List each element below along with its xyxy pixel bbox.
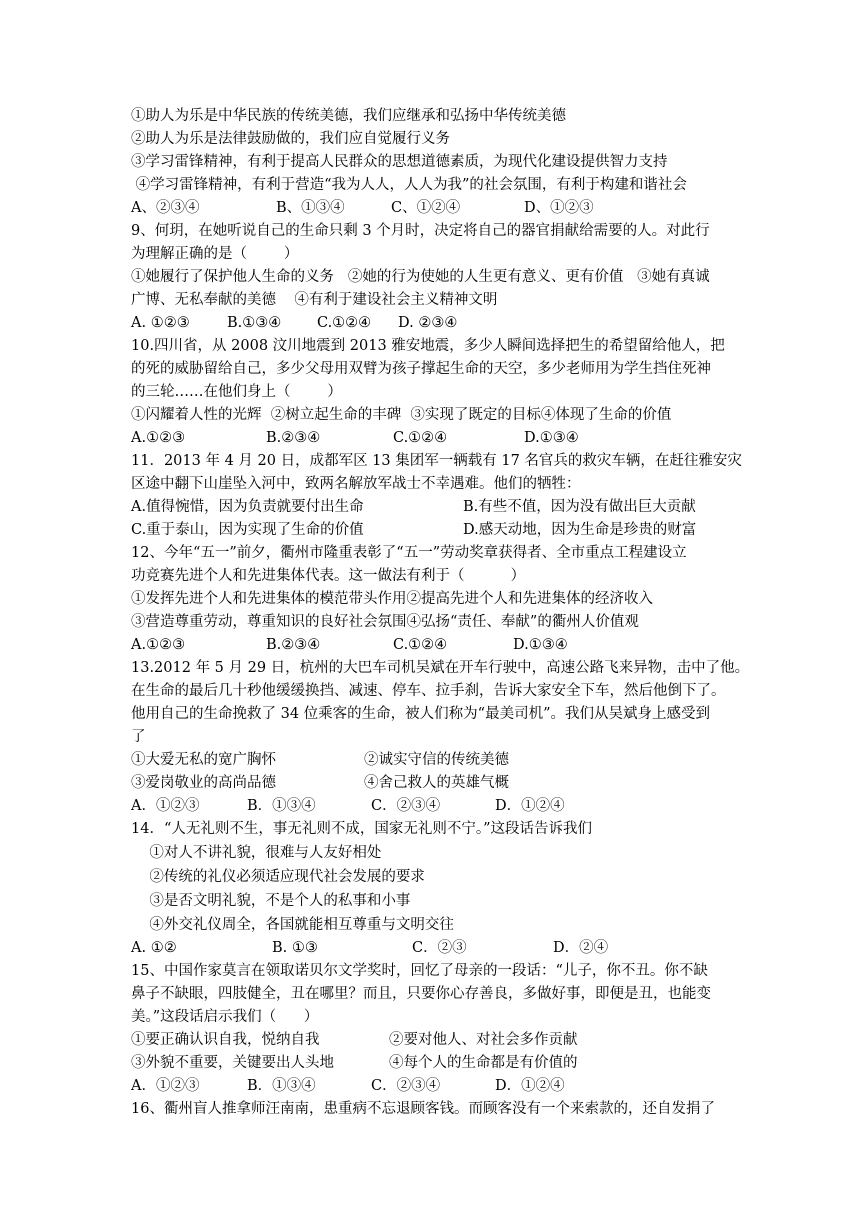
option-c: C．②③④ <box>371 798 441 814</box>
question-15-text: 美。”这段话启示我们（ ） <box>131 1009 319 1025</box>
option-a: A、②③④ <box>131 200 200 216</box>
question-14-text: 14．“人无礼则不生，事无礼则不成，国家无礼则不宁。”这段话告诉我们 <box>131 821 593 837</box>
option-c: C．②③④ <box>371 1078 441 1094</box>
option-d: D.①③④ <box>524 430 579 446</box>
option-b: B.②③④ <box>266 637 321 653</box>
statement-item: ②要对他人、对社会多作贡献 <box>389 1032 578 1048</box>
option-b: B.①③④ <box>227 315 282 331</box>
statement-line: ④外交礼仪周全，各国就能相互尊重与文明交往 <box>131 917 454 933</box>
option-a: A.值得惋惜，因为负责就要付出生命 <box>131 499 364 515</box>
statement-4: ④学习雷锋精神，有利于营造“我为人人，人人为我”的社会氛围，有利于构建和谐社会 <box>131 177 687 193</box>
statement-item: ①大爱无私的宽广胸怀 <box>131 752 276 768</box>
option-b: B.有些不值，因为没有做出巨大贡献 <box>463 499 696 515</box>
statement-1: ①助人为乐是中华民族的传统美德，我们应继承和弘扬中华传统美德 <box>131 108 566 124</box>
option-c: C.①②④ <box>393 430 448 446</box>
option-c: C、①②④ <box>391 200 461 216</box>
question-10-text: 10.四川省，从 2008 汶川地震到 2013 雅安地震，多少人瞬间选择把生的希望留给他人，把 <box>131 338 725 354</box>
option-a: A.①②③ <box>131 637 186 653</box>
statement-item: ①要正确认识自我，悦纳自我 <box>131 1032 320 1048</box>
question-10-text: 的三轮……在他们身上（ ） <box>131 384 342 400</box>
option-c: C.①②④ <box>317 315 372 331</box>
question-15-text: 鼻子不缺眼，四肢健全，丑在哪里？而且，只要你心存善良，多做好事，即便是丑，也能变 <box>131 986 711 1002</box>
option-d: D．①②④ <box>495 1078 565 1094</box>
statement-line: ③是否文明礼貌，不是个人的私事和小事 <box>131 893 411 909</box>
question-12-text: 功竞赛先进个人和先进集体代表。这一做法有利于（ ） <box>131 568 526 584</box>
statement-item: ④舍己救人的英雄气概 <box>364 775 509 791</box>
statement-line: ①闪耀着人性的光辉 ②树立起生命的丰碑 ③实现了既定的目标④体现了生命的价值 <box>131 407 672 423</box>
statement-line: ①发挥先进个人和先进集体的模范带头作用②提高先进个人和先进集体的经济收入 <box>131 591 653 607</box>
question-13-text: 了 <box>131 729 146 745</box>
option-b: B．①③④ <box>247 1078 316 1094</box>
option-d: D.①③④ <box>513 637 568 653</box>
option-c: C.①②④ <box>393 637 448 653</box>
option-c: C.重于泰山，因为实现了生命的价值 <box>131 522 364 538</box>
question-13-text: 在生命的最后几十秒他缓缓换挡、减速、停车、拉手刹，告诉大家安全下车，然后他倒下了。 <box>131 683 726 699</box>
option-d: D、①②③ <box>524 200 594 216</box>
option-a: A. ①②③ <box>131 315 190 331</box>
option-a: A．①②③ <box>131 798 200 814</box>
statement-item: ③外貌不重要，关键要出人头地 <box>131 1055 334 1071</box>
question-15-text: 15、中国作家莫言在领取诺贝尔文学奖时，回忆了母亲的一段话：“儿子，你不丑。你不缺 <box>131 963 708 979</box>
option-a: A．①②③ <box>131 1078 200 1094</box>
option-b: B、①③④ <box>276 200 345 216</box>
question-9-text: 为理解正确的是（ ） <box>131 246 299 262</box>
option-b: B.②③④ <box>266 430 321 446</box>
statement-line: ②传统的礼仪必须适应现代社会发展的要求 <box>131 869 425 885</box>
statement-item: ③爱岗敬业的高尚品德 <box>131 775 276 791</box>
question-9-text: 9、何玥，在她听说自己的生命只剩 3 个月时，决定将自己的器官捐献给需要的人。对此行 <box>131 223 710 239</box>
statement-item: ④每个人的生命都是有价值的 <box>389 1055 578 1071</box>
option-a: A. ①② <box>131 940 177 956</box>
option-c: C．②③ <box>412 940 467 956</box>
statement-line: ①对人不讲礼貌，很难与人友好相处 <box>131 845 382 861</box>
question-13-text: 他用自己的生命挽救了 34 位乘客的生命，被人们称为“最美司机”。我们从吴斌身上感受到 <box>131 706 710 722</box>
statement-line: ③营造尊重劳动，尊重知识的良好社会氛围④弘扬“责任、奉献”的衢州人价值观 <box>131 614 639 630</box>
statement-item: ②诚实守信的传统美德 <box>364 752 509 768</box>
question-12-text: 12、今年“五一”前夕，衢州市隆重表彰了“五一”劳动奖章获得者、全市重点工程建设立 <box>131 545 687 561</box>
question-13-text: 13.2012 年 5 月 29 日，杭州的大巴车司机吴斌在开车行驶中，高速公路飞来异物，击中了他。 <box>131 660 750 676</box>
question-10-text: 的死的威胁留给自己，多少父母用双臂为孩子撑起生命的天空，多少老师用为学生挡住死神 <box>131 361 711 377</box>
question-11-text: 区途中翻下山崖坠入河中，致两名解放军战士不幸遇难。他们的牺牲： <box>131 476 581 492</box>
statement-line: ①她履行了保护他人生命的义务 ②她的行为使她的人生更有意义、更有价值 ③她有真诚 <box>131 269 710 285</box>
question-16-text: 16、衢州盲人推拿师汪南南，患重病不忘退顾客钱。而顾客没有一个来索款的，还自发捐了 <box>131 1101 715 1117</box>
option-d: D. ②③④ <box>398 315 458 331</box>
option-d: D.感天动地，因为生命是珍贵的财富 <box>463 522 697 538</box>
question-11-text: 11．2013 年 4 月 20 日，成都军区 13 集团军一辆载有 17 名官兵的救灾车辆，在赶往雅安灾 <box>131 453 742 469</box>
option-d: D．②④ <box>553 940 609 956</box>
option-a: A.①②③ <box>131 430 186 446</box>
statement-line: 广博、无私奉献的美德 ④有利于建设社会主义精神文明 <box>131 292 498 308</box>
option-d: D．①②④ <box>495 798 565 814</box>
statement-3: ③学习雷锋精神，有利于提高人民群众的思想道德素质，为现代化建设提供智力支持 <box>131 154 668 170</box>
statement-2: ②助人为乐是法律鼓励做的，我们应自觉履行义务 <box>131 131 450 147</box>
option-b: B．①③④ <box>247 798 316 814</box>
option-b: B. ①③ <box>272 940 318 956</box>
